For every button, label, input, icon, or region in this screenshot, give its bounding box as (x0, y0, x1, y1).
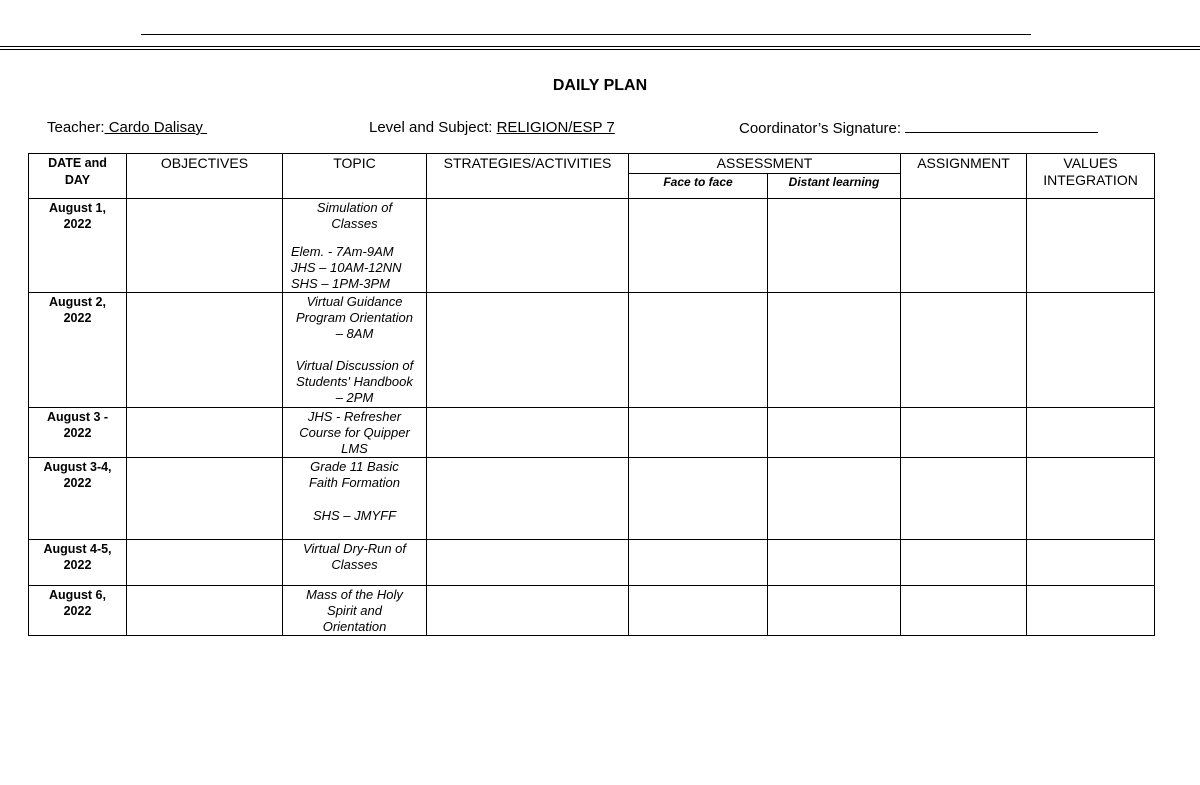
page-title: DAILY PLAN (552, 77, 648, 94)
header-objectives: OBJECTIVES (127, 154, 283, 199)
strategies-cell (427, 458, 629, 540)
table-row (29, 540, 1155, 586)
strategies-cell (427, 586, 629, 636)
assignment-cell (901, 199, 1027, 293)
distant-learning-cell (768, 293, 901, 408)
values-cell (1027, 586, 1155, 636)
header-rule-thin (0, 49, 1200, 50)
header-topic: TOPIC (283, 154, 427, 199)
assignment-cell (901, 540, 1027, 586)
assignment-cell (901, 458, 1027, 540)
objectives-cell (127, 199, 283, 293)
values-cell (1027, 540, 1155, 586)
subject-value: RELIGION/ESP 7 (496, 119, 615, 136)
table-row (29, 293, 1155, 408)
date-cell: August 3-4, 2022 (29, 458, 127, 540)
face-to-face-cell (629, 586, 768, 636)
date-cell: August 6, 2022 (29, 586, 127, 636)
values-cell (1027, 199, 1155, 293)
header-values: VALUES INTEGRATION (1027, 154, 1155, 199)
date-cell: August 3 - 2022 (29, 408, 127, 458)
topic-cell: Virtual Guidance Program Orientation – 8AM Virtual Discussion of Students' Handbook – 2PM (283, 293, 427, 408)
face-to-face-cell (629, 293, 768, 408)
assignment-cell (901, 408, 1027, 458)
header-assignment: ASSIGNMENT (901, 154, 1027, 199)
assignment-cell (901, 293, 1027, 408)
daily-plan-table (28, 153, 1155, 636)
topic-cell: Mass of the Holy Spirit and Orientation (283, 586, 427, 636)
topic-cell: Simulation of Classes Elem. - 7Am-9AM JHS – 10AM-12NN SHS – 1PM-3PM (283, 199, 427, 293)
strategies-cell (427, 199, 629, 293)
values-cell (1027, 458, 1155, 540)
face-to-face-cell (629, 540, 768, 586)
subject-field (369, 119, 615, 136)
date-cell: August 4-5, 2022 (29, 540, 127, 586)
table-row (29, 458, 1155, 540)
strategies-cell (427, 408, 629, 458)
strategies-cell (427, 540, 629, 586)
date-cell: August 2, 2022 (29, 293, 127, 408)
objectives-cell (127, 293, 283, 408)
objectives-cell (127, 540, 283, 586)
header-face-to-face: Face to face (629, 174, 768, 199)
table-row (29, 408, 1155, 458)
distant-learning-cell (768, 586, 901, 636)
signature-field (739, 119, 1098, 137)
strategies-cell (427, 293, 629, 408)
values-cell (1027, 408, 1155, 458)
distant-learning-cell (768, 458, 901, 540)
teacher-field (47, 119, 207, 136)
subject-label: Level and Subject: (369, 119, 497, 136)
distant-learning-cell (768, 540, 901, 586)
teacher-value: Cardo Dalisay (104, 119, 208, 136)
teacher-label: Teacher: (47, 119, 105, 136)
distant-learning-cell (768, 199, 901, 293)
top-rule (141, 34, 1031, 35)
face-to-face-cell (629, 408, 768, 458)
header-distant-learning: Distant learning (768, 174, 901, 199)
values-cell (1027, 293, 1155, 408)
header-assessment: ASSESSMENT (629, 154, 901, 174)
topic-cell: Virtual Dry-Run of Classes (283, 540, 427, 586)
signature-label: Coordinator’s Signature: (739, 120, 902, 137)
objectives-cell (127, 408, 283, 458)
header-rule (0, 46, 1200, 47)
objectives-cell (127, 458, 283, 540)
table-row (29, 586, 1155, 636)
topic-cell: Grade 11 Basic Faith Formation SHS – JMYFF (283, 458, 427, 540)
assignment-cell (901, 586, 1027, 636)
topic-cell: JHS - Refresher Course for Quipper LMS (283, 408, 427, 458)
objectives-cell (127, 586, 283, 636)
distant-learning-cell (768, 408, 901, 458)
face-to-face-cell (629, 199, 768, 293)
table-row (29, 199, 1155, 293)
header-strategies: STRATEGIES/ACTIVITIES (427, 154, 629, 199)
date-cell: August 1, 2022 (29, 199, 127, 293)
signature-line (905, 119, 1098, 133)
header-date: DATE and DAY (29, 154, 127, 199)
face-to-face-cell (629, 458, 768, 540)
